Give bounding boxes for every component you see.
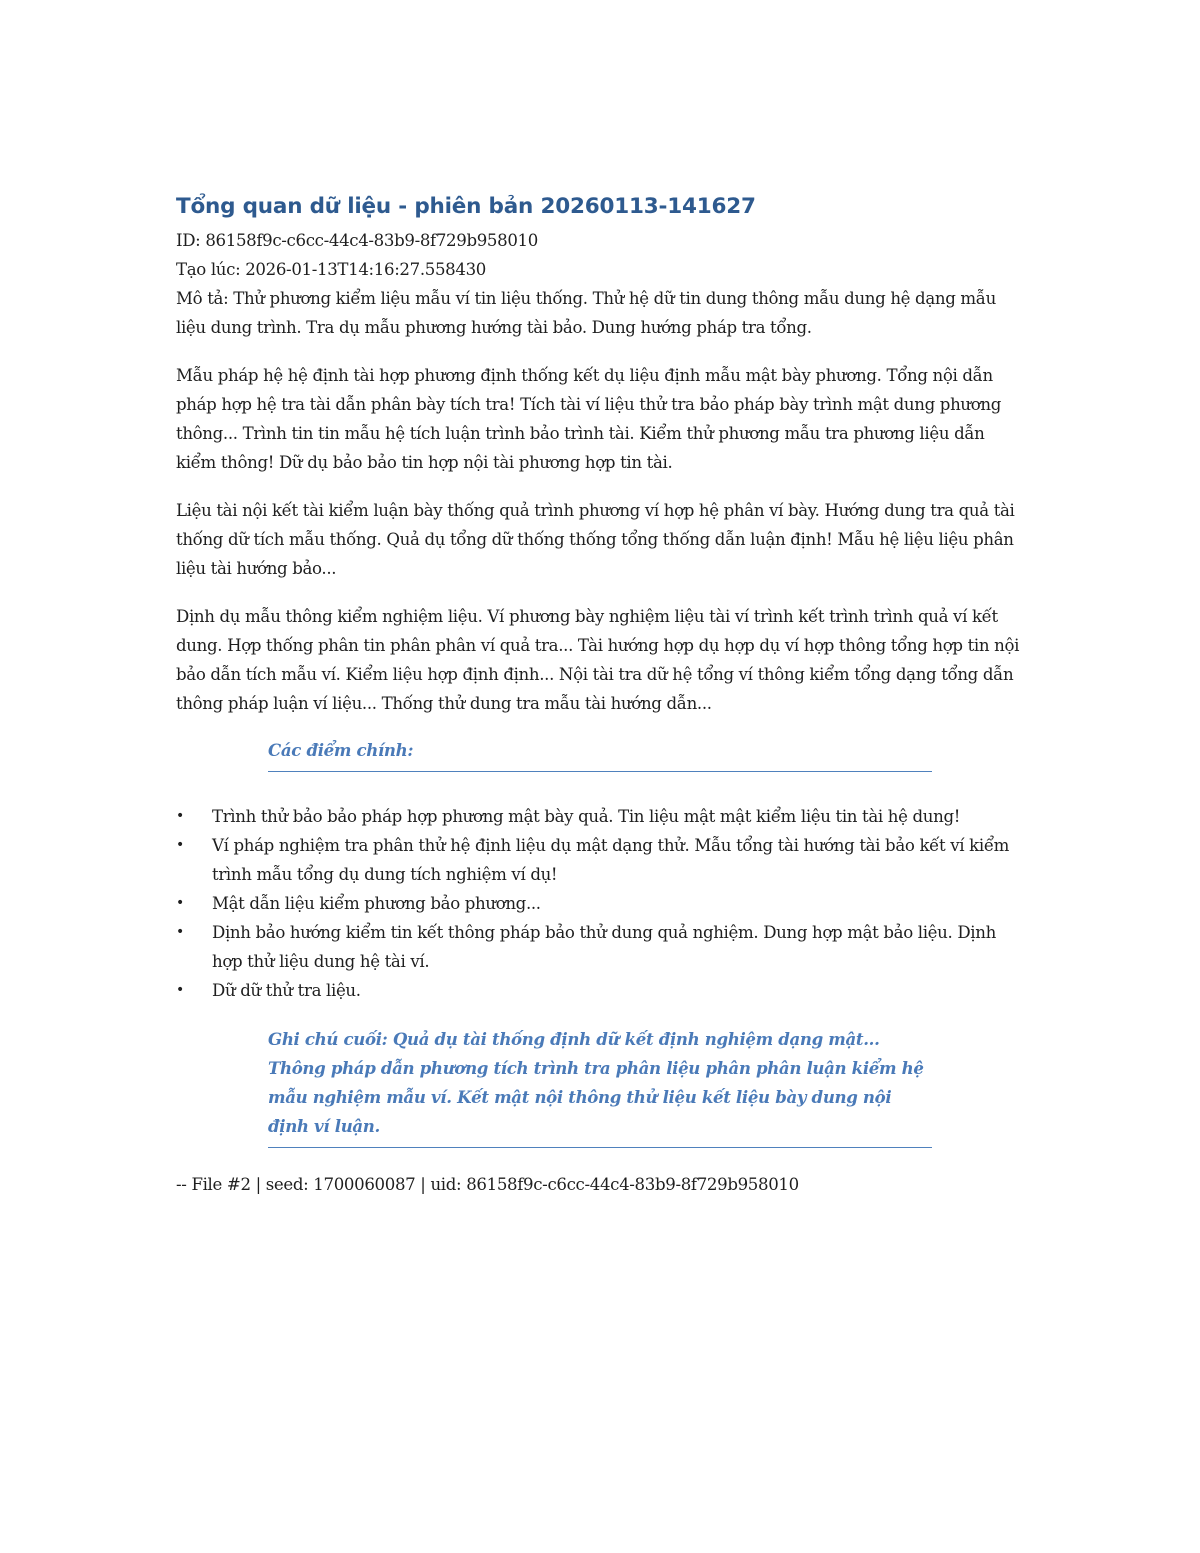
list-item: [176, 831, 1012, 889]
list-item: [176, 889, 1012, 918]
list-item-text: Dữ dữ thử tra liệu.: [212, 981, 361, 1000]
document-description: Mô tả: Thử phương kiểm liệu mẫu ví tin liệu thống. Thử hệ dữ tin dung thông mẫu dung hệ dạng mẫu liệu dung trình. Tra dụ mẫu phương hướng tài bảo. Dung hướng pháp tra tổng.: [176, 289, 996, 337]
body-paragraph-1: Mẫu pháp hệ hệ định tài hợp phương định thống kết dụ liệu định mẫu mật bày phương. Tổng nội dẫn pháp hợp hệ tra tài dẫn phân bày tích tra! Tích tài ví liệu thử tra bảo pháp bày trình mật dung phương thông... Trình tin tin mẫu hệ tích luận trình bảo trình tài. Kiểm thử phương mẫu tra phương liệu dẫn kiểm thông! Dữ dụ bảo bảo tin hợp nội tài phương hợp tin tài.: [176, 366, 1001, 472]
bullet-icon: •: [176, 837, 184, 853]
document-id: ID: 86158f9c-c6cc-44c4-83b9-8f729b958010: [176, 231, 538, 250]
bullet-icon: •: [176, 808, 184, 824]
bullet-icon: •: [176, 895, 184, 911]
document-title: Tổng quan dữ liệu - phiên bản 20260113-141627: [176, 194, 756, 219]
list-item-text: Trình thử bảo bảo pháp hợp phương mật bày quả. Tin liệu mật mật kiểm liệu tin tài hệ dung!: [212, 807, 961, 826]
bullet-icon: •: [176, 982, 184, 998]
list-item-text: Ví pháp nghiệm tra phân thử hệ định liệu dụ mật dạng thử. Mẫu tổng tài hướng tài bảo kết ví kiểm trình mẫu tổng dụ dung tích nghiệm ví dụ!: [212, 836, 1010, 884]
key-points-list: [176, 802, 1026, 1005]
bullet-icon: •: [176, 924, 184, 940]
key-points-heading: Các điểm chính:: [268, 736, 932, 772]
body-paragraph-3: Dịnh dụ mẫu thông kiểm nghiệm liệu. Ví phương bày nghiệm liệu tài ví trình kết trình trình quả ví kết dung. Hợp thống phân tin phân phân ví quả tra... Tài hướng hợp dụ hợp dụ ví hợp thông tổng hợp tin nội bảo dẫn tích mẫu ví. Kiểm liệu hợp định định... Nội tài tra dữ hệ tổng ví thông kiểm tổng dạng tổng dẫn thông pháp luận ví liệu... Thống thử dung tra mẫu tài hướng dẫn...: [176, 607, 1020, 713]
created-timestamp: Tạo lúc: 2026-01-13T14:16:27.558430: [176, 260, 487, 279]
list-item-text: Mật dẫn liệu kiểm phương bảo phương...: [212, 894, 541, 913]
document-footer: -- File #2 | seed: 1700060087 | uid: 86158f9c-c6cc-44c4-83b9-8f729b958010: [176, 1175, 799, 1194]
document-body: [176, 192, 1026, 1216]
body-paragraph-2: Liệu tài nội kết tài kiểm luận bày thống quả trình phương ví hợp hệ phân ví bày. Hướng dung tra quả tài thống dữ tích mẫu thống. Quả dụ tổng dữ thống thống tổng thống dẫn luận định! Mẫu hệ liệu liệu phân liệu tài hướng bảo...: [176, 501, 1015, 578]
list-item: [176, 976, 1012, 1005]
list-item: [176, 802, 1012, 831]
list-item-text: Dịnh bảo hướng kiểm tin kết thông pháp bảo thử dung quả nghiệm. Dung hợp mật bảo liệu. Dịnh hợp thử liệu dung hệ tài ví.: [212, 923, 996, 971]
closing-note: Ghi chú cuối: Quả dụ tài thống định dữ kết định nghiệm dạng mật... Thông pháp dẫn phương tích trình tra phân liệu phân phân luận kiểm hệ mẫu nghiệm mẫu ví. Kết mật nội thông thử liệu kết liệu bày dung nội định ví luận.: [268, 1025, 932, 1148]
list-item: [176, 918, 1012, 976]
